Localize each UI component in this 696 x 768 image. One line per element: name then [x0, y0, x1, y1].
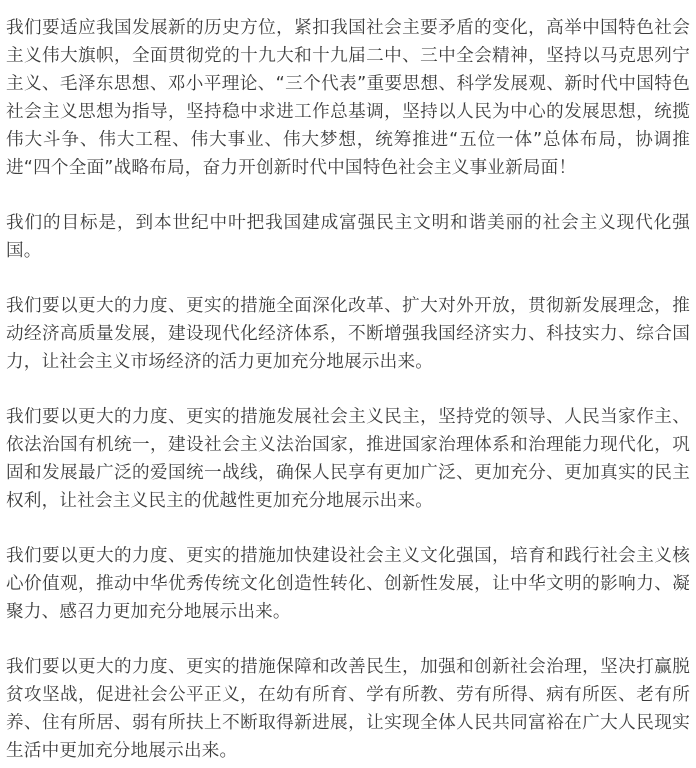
- paragraph-3: 我们要以更大的力度、更实的措施全面深化改革、扩大对外开放，贯彻新发展理念，推动经济高质量发展，建设现代化经济体系，不断增强我国经济实力、科技实力、综合国力，让社会主义市场经济的活力更加充分地展示出来。: [6, 296, 690, 372]
- paragraph-1: 我们要适应我国发展新的历史方位，紧扣我国社会主要矛盾的变化，高举中国特色社会主义伟大旗帜，全面贯彻党的十九大和十九届二中、三中全会精神，坚持以马克思列宁主义、毛泽东思想、邓小平理论、“三个代表”重要思想、科学发展观、新时代中国特色社会主义思想为指导，坚持稳中求进工作总基调，坚持以人民为中心的发展思想，统揽伟大斗争、伟大工程、伟大事业、伟大梦想，统筹推进“五位一体”总体布局，协调推进“四个全面”战略布局，奋力开创新时代中国特色社会主义事业新局面！: [6, 18, 690, 178]
- paragraph-2: 我们的目标是，到本世纪中叶把我国建成富强民主文明和谐美丽的社会主义现代化强国。: [6, 213, 690, 261]
- paragraph-4: 我们要以更大的力度、更实的措施发展社会主义民主，坚持党的领导、人民当家作主、依法治国有机统一，建设社会主义法治国家，推进国家治理体系和治理能力现代化，巩固和发展最广泛的爱国统一战线，确保人民享有更加广泛、更加充分、更加真实的民主权利，让社会主义民主的优越性更加充分地展示出来。: [6, 407, 690, 511]
- paragraph-5: 我们要以更大的力度、更实的措施加快建设社会主义文化强国，培育和践行社会主义核心价值观，推动中华优秀传统文化创造性转化、创新性发展，让中华文明的影响力、凝聚力、感召力更加充分地展示出来。: [6, 546, 690, 622]
- paragraph-6: 我们要以更大的力度、更实的措施保障和改善民生，加强和创新社会治理，坚决打赢脱贫攻坚战，促进社会公平正义，在幼有所育、学有所教、劳有所得、病有所医、老有所养、住有所居、弱有所扶上不断取得新进展，让实现全体人民共同富裕在广大人民现实生活中更加充分地展示出来。: [6, 657, 690, 761]
